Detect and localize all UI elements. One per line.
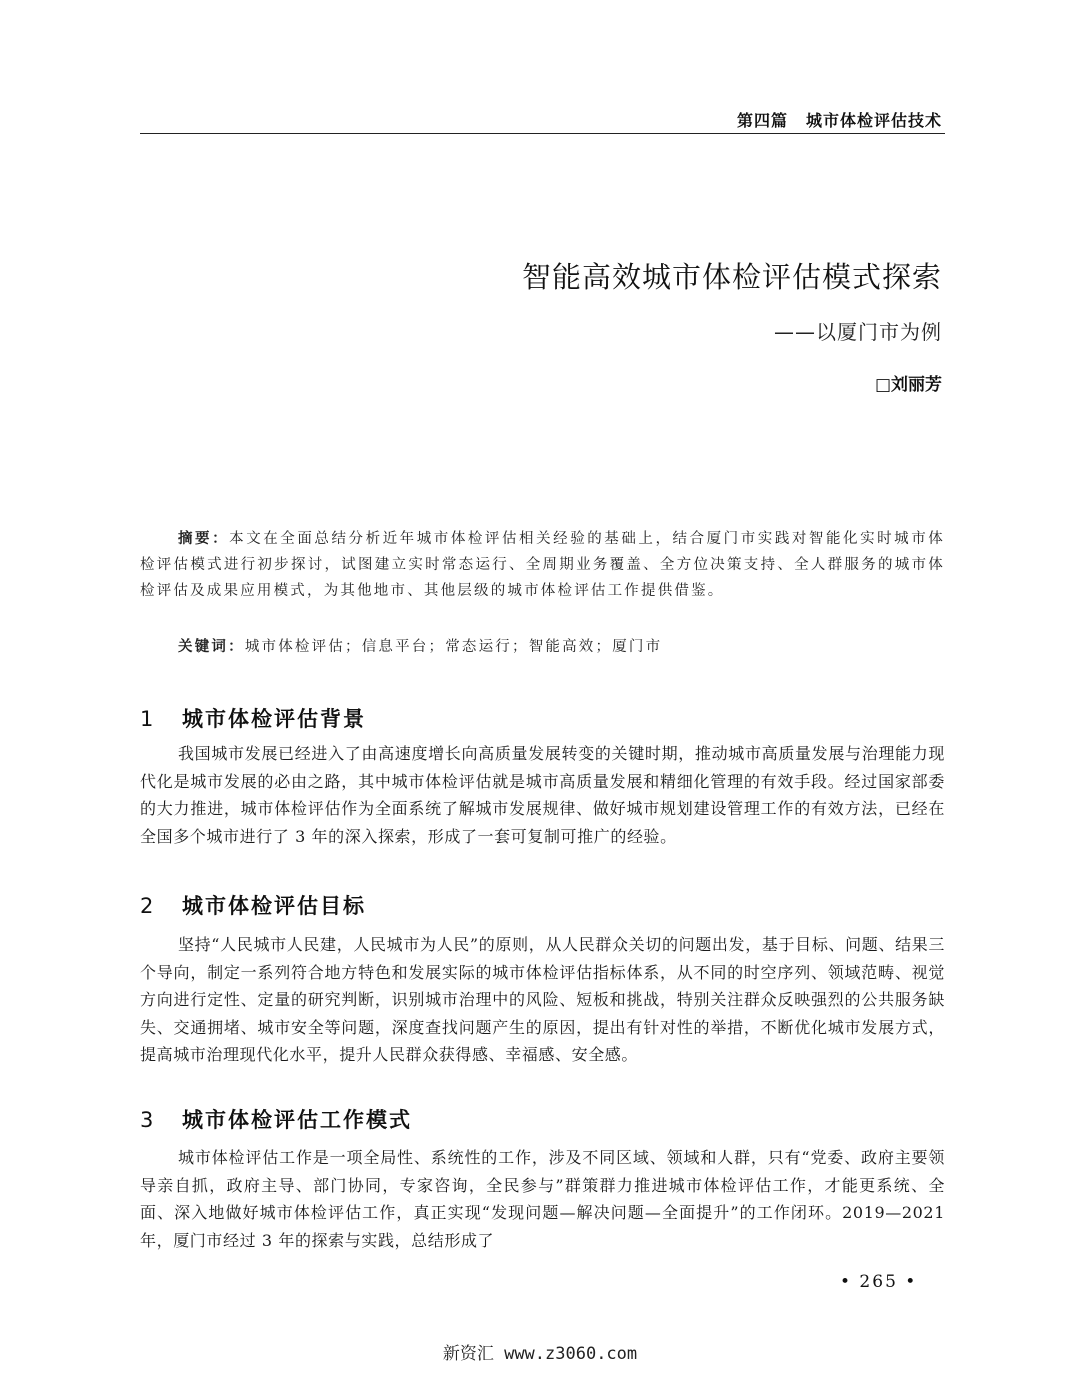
section-number: 2 [140, 894, 156, 918]
watermark: 新资汇 www.z3060.com [442, 1344, 638, 1364]
section-heading-1 [140, 703, 366, 733]
section-title: 城市体检评估工作模式 [182, 1108, 412, 1132]
section-number: 1 [140, 707, 156, 731]
keywords-text: 城市体检评估；信息平台；常态运行；智能高效；厦门市 [244, 639, 663, 655]
section-title: 城市体检评估背景 [182, 707, 366, 731]
section-3-paragraph: 城市体检评估工作是一项全局性、系统性的工作，涉及不同区域、领域和人群，只有“党委、政府主要领导亲自抓，政府主导、部门协同，专家咨询，全民参与”群策群力推进城市体检评估工作，才能更系统、全面、深入地做好城市体检评估工作，真正实现“发现问题—解决问题—全面提升”的工作闭环。2019—2021 年，厦门市经过 3 年的探索与实践，总结形成了 [140, 1148, 945, 1250]
abstract-label: 摘要： [178, 531, 230, 547]
part-title: 城市体检评估技术 [805, 111, 942, 130]
header-rule [140, 133, 945, 134]
keywords [140, 634, 945, 660]
section-1-paragraph: 我国城市发展已经进入了由高速度增长向高质量发展转变的关键时期，推动城市高质量发展与治理能力现代化是城市发展的必由之路，其中城市体检评估就是城市高质量发展和精细化管理的有效手段。经过国家部委的大力推进，城市体检评估作为全面系统了解城市发展规律、做好城市规划建设管理工作的有效方法，已经在全国多个城市进行了 3 年的深入探索，形成了一套可复制可推广的经验。 [140, 744, 945, 846]
part-label: 第四篇 [736, 111, 788, 130]
section-heading-2 [140, 890, 366, 920]
page-number: • 265 • [840, 1272, 918, 1292]
running-head [737, 108, 942, 131]
article-title: 智能高效城市体检评估模式探索 [521, 260, 942, 294]
section-heading-3 [140, 1104, 412, 1134]
section-title: 城市体检评估目标 [182, 894, 366, 918]
article-author: □刘丽芳 [874, 375, 942, 395]
abstract-text: 本文在全面总结分析近年城市体检评估相关经验的基础上，结合厦门市实践对智能化实时城市体检评估模式进行初步探讨，试图建立实时常态运行、全周期业务覆盖、全方位决策支持、全人群服务的城市体检评估及成果应用模式，为其他地市、其他层级的城市体检评估工作提供借鉴。 [140, 531, 945, 599]
keywords-label: 关键词： [178, 639, 245, 655]
section-2-paragraph: 坚持“人民城市人民建，人民城市为人民”的原则，从人民群众关切的问题出发，基于目标、问题、结果三个导向，制定一系列符合地方特色和发展实际的城市体检评估指标体系，从不同的时空序列、领域范畴、视觉方向进行定性、定量的研究判断，识别城市治理中的风险、短板和挑战，特别关注群众反映强烈的公共服务缺失、交通拥堵、城市安全等问题，深度查找问题产生的原因，提出有针对性的举措，不断优化城市发展方式，提高城市治理现代化水平，提升人民群众获得感、幸福感、安全感。 [140, 935, 945, 1064]
section-number: 3 [140, 1108, 156, 1132]
article-subtitle: ——以厦门市为例 [774, 320, 942, 344]
abstract [140, 526, 945, 604]
